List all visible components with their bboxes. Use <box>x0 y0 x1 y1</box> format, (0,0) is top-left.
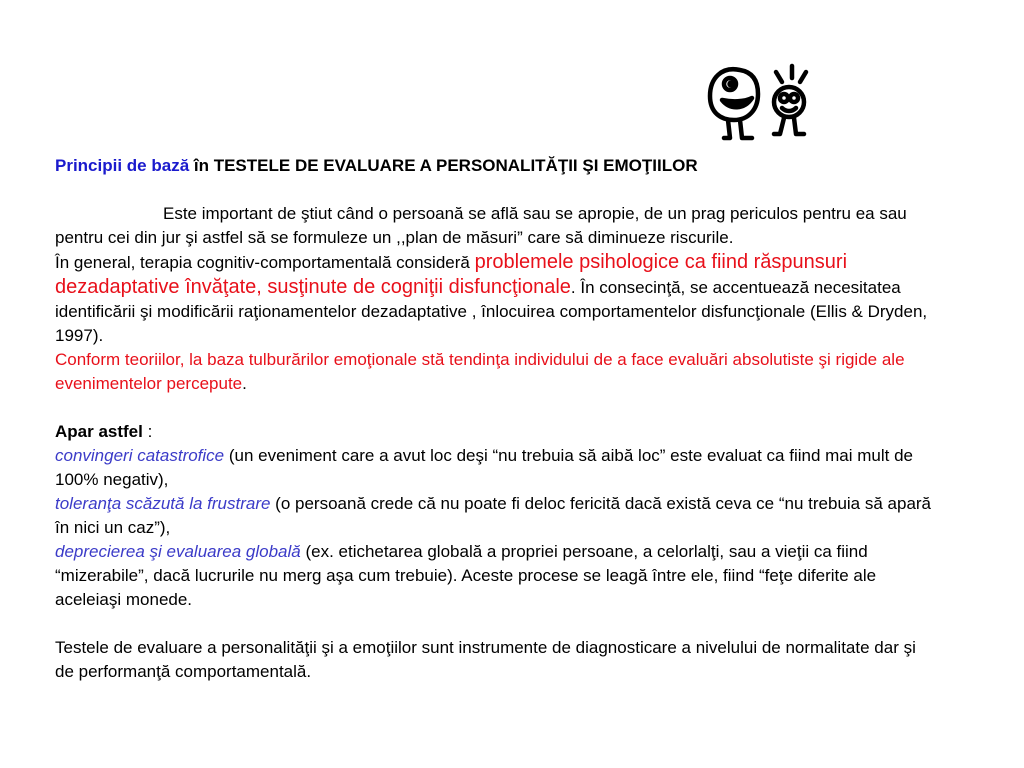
cartoon-faces-icon <box>700 58 820 150</box>
list-item <box>55 540 935 612</box>
apar-colon: : <box>142 422 153 441</box>
heading-blue-part: Principii de bază <box>55 156 190 175</box>
paragraph-cbt-rest: . În consecinţă, se accentuează necesitatea identificării şi modificării raţionamentelor dezadaptative , înlocuirea comportamentelor disfuncţionale (Ellis & Dryden, 1997). <box>55 278 928 345</box>
item-term: deprecierea şi evaluarea globală <box>55 542 301 561</box>
spacer <box>55 396 935 420</box>
paragraph-intro: Este important de ştiut când o persoană se află sau se apropie, de un prag periculos pentru ea sau pentru cei din jur şi astfel să se formuleze un ,,plan de măsuri” care să diminueze riscurile. <box>55 204 907 247</box>
paragraph-theories-end: . <box>242 374 247 393</box>
item-text: (o persoană crede că nu poate fi deloc fericită dacă există ceva ce “nu trebuia să apară în nici un caz”), <box>55 494 932 537</box>
item-term: toleranţa scăzută la frustrare <box>55 494 271 513</box>
paragraph-cbt <box>55 250 935 348</box>
list-item <box>55 444 935 492</box>
paragraph-final: Testele de evaluare a personalităţii şi a emoţiilor sunt instrumente de diagnosticare a nivelului de normalitate dar şi de performanţă comportamentală. <box>55 638 916 681</box>
apar-label: Apar astfel <box>55 422 143 441</box>
slide-heading <box>55 154 935 178</box>
paragraph-cbt-intro: În general, terapia cognitiv-comportamentală consideră <box>55 253 475 272</box>
spacer <box>55 612 935 636</box>
slide-content <box>55 154 935 684</box>
heading-black-part: în TESTELE DE EVALUARE A PERSONALITĂŢII ŞI EMOŢIILOR <box>189 156 698 175</box>
apar-heading <box>55 420 935 444</box>
paragraph-theories <box>55 348 935 396</box>
list-item <box>55 492 935 540</box>
item-text: (un eveniment care a avut loc deşi “nu trebuia să aibă loc” este evaluat ca fiind mai mult de 100% negativ), <box>55 446 914 489</box>
paragraph-cbt-highlight: problemele psihologice ca fiind răspunsuri dezadaptative învăţate, susţinute de cogniţii disfuncţionale <box>55 251 848 298</box>
item-text: (ex. etichetarea globală a propriei persoane, a celorlalţi, sau a vieţii ca fiind “mizerabile”, dacă lucrurile nu merg aşa cum trebuie). Aceste procese se leagă între ele, fiind “feţe diferite ale aceleiaşi monede. <box>55 542 877 609</box>
paragraph-theories-red: Conform teoriilor, la baza tulburărilor emoţionale stă tendinţa individului de a face evaluări absolutiste şi rigide ale evenimentelor percepute <box>55 350 905 393</box>
item-term: convingeri catastrofice <box>55 446 225 465</box>
